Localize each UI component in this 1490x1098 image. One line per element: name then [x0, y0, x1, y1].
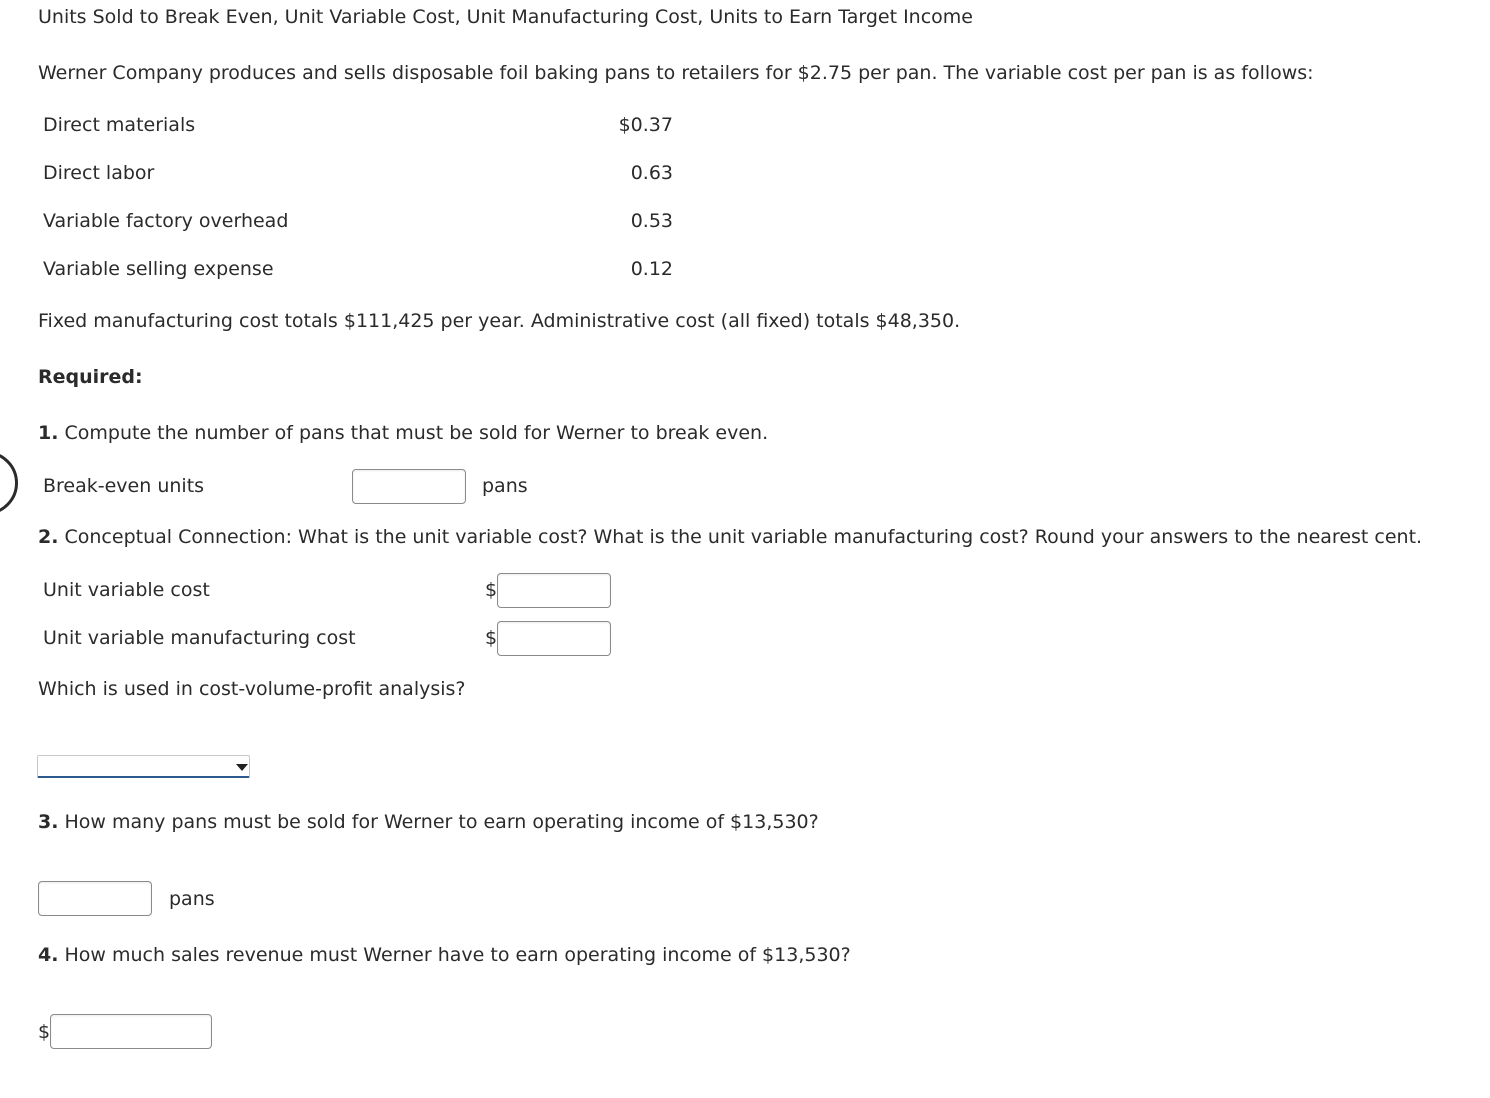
- cost-value: 0.53: [630, 210, 673, 232]
- question-text: How many pans must be sold for Werner to earn operating income of $13,530?: [64, 811, 819, 833]
- question-text: How much sales revenue must Werner have to earn operating income of $13,530?: [64, 944, 851, 966]
- question-3: [38, 811, 819, 833]
- cost-value: 0.63: [630, 162, 673, 184]
- target-sales-revenue-input[interactable]: [50, 1014, 212, 1049]
- unit-variable-cost-input[interactable]: [497, 573, 611, 608]
- cvp-question-text: Which is used in cost-volume-profit analysis?: [38, 678, 466, 700]
- question-number: 4.: [38, 944, 59, 966]
- required-heading: Required:: [38, 366, 143, 388]
- fixed-costs-text: Fixed manufacturing cost totals $111,425 per year. Administrative cost (all fixed) totals $48,350.: [38, 310, 961, 332]
- page-title: Units Sold to Break Even, Unit Variable Cost, Unit Manufacturing Cost, Units to Earn Target Income: [38, 6, 973, 28]
- cost-label: Variable factory overhead: [43, 210, 289, 232]
- target-income-units-input[interactable]: [38, 881, 152, 916]
- chevron-down-icon: [236, 764, 248, 771]
- pans-unit-label: pans: [169, 888, 215, 910]
- question-number: 3.: [38, 811, 59, 833]
- currency-symbol: $: [485, 579, 498, 601]
- question-number: 1.: [38, 422, 59, 444]
- cost-label: Variable selling expense: [43, 258, 274, 280]
- intro-text: Werner Company produces and sells disposable foil baking pans to retailers for $2.75 per pan. The variable cost per pan is as follows:: [38, 62, 1314, 84]
- pans-unit-label: pans: [482, 475, 528, 497]
- currency-symbol: $: [38, 1021, 51, 1043]
- question-text: Conceptual Connection: What is the unit variable cost? What is the unit variable manufacturing cost? Round your answers to the nearest cent.: [64, 526, 1423, 548]
- cost-label: Direct materials: [43, 114, 196, 136]
- cost-value: 0.12: [630, 258, 673, 280]
- scroll-indicator-circle: [0, 451, 18, 515]
- cvp-answer-select[interactable]: [37, 755, 250, 778]
- cost-label: Direct labor: [43, 162, 155, 184]
- break-even-label: Break-even units: [43, 475, 205, 497]
- question-4: [38, 944, 851, 966]
- unit-variable-cost-label: Unit variable cost: [43, 579, 210, 601]
- cost-value: $0.37: [618, 114, 673, 136]
- question-2: [38, 526, 1422, 548]
- question-text: Compute the number of pans that must be sold for Werner to break even.: [64, 422, 769, 444]
- unit-variable-manufacturing-cost-input[interactable]: [497, 621, 611, 656]
- question-1: [38, 422, 768, 444]
- break-even-units-input[interactable]: [352, 469, 466, 504]
- currency-symbol: $: [485, 627, 498, 649]
- question-number: 2.: [38, 526, 59, 548]
- unit-variable-manufacturing-cost-label: Unit variable manufacturing cost: [43, 627, 356, 649]
